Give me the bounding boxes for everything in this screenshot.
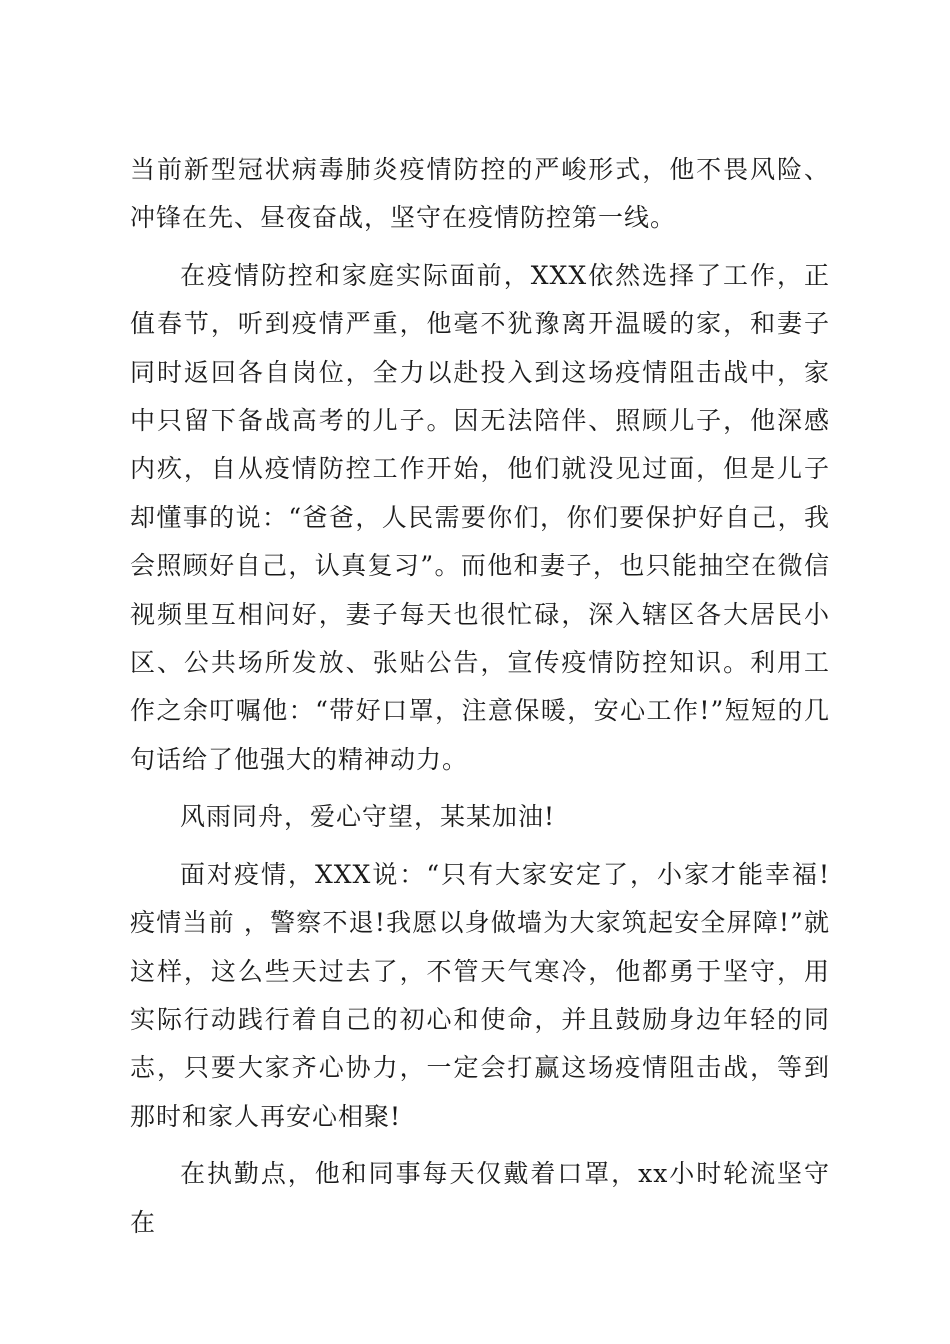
paragraph-continuation: 当前新型冠状病毒肺炎疫情防控的严峻形式，他不畏风险、冲锋在先、昼夜奋战，坚守在疫情防控第一线。 <box>130 155 830 233</box>
paragraph-slogan: 风雨同舟，爱心守望，某某加油! <box>180 802 556 832</box>
paragraph-facing-epidemic: 面对疫情，XXX说：“只有大家安定了，小家才能幸福!疫情当前 ，警察不退!我愿以身做墙为大家筑起安全屏障!”就这样，这么些天过去了，不管天气寒冷，他都勇于坚守，用实际行动践行着自己的初心和使命，并且鼓励身边年轻的同志，只要大家齐心协力，一定会打赢这场疫情阻击战，等到那时和家人再安心相聚! <box>130 859 830 1131</box>
paragraph-duty-point: 在执勤点，他和同事每天仅戴着口罩，xx小时轮流坚守在 <box>130 1159 830 1237</box>
paragraph-family-choice: 在疫情防控和家庭实际面前，XXX依然选择了工作，正值春节，听到疫情严重，他毫不犹豫离开温暖的家，和妻子同时返回各自岗位，全力以赴投入到这场疫情阻击战中，家中只留下备战高考的儿子。因无法陪伴、照顾儿子，他深感内疚，自从疫情防控工作开始，他们就没见过面，但是儿子却懂事的说：“爸爸，人民需要你们，你们要保护好自己，我会照顾好自己，认真复习”。而他和妻子，也只能抽空在微信视频里互相问好，妻子每天也很忙碌，深入辖区各大居民小区、公共场所发放、张贴公告，宣传疫情防控知识。利用工作之余叮嘱他：“带好口罩，注意保暖，安心工作!”短短的几句话给了他强大的精神动力。 <box>130 260 830 774</box>
document-body <box>130 146 830 1256</box>
